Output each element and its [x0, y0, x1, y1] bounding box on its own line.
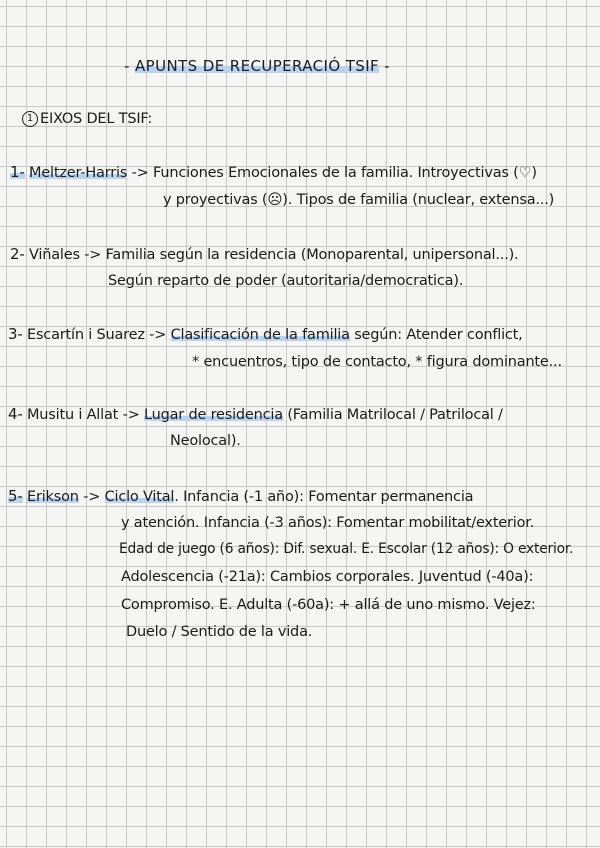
- section-heading: [22, 111, 152, 127]
- arrow: ->: [122, 407, 140, 423]
- item-topic: Lugar de residencia: [143, 407, 283, 423]
- item-number: 3-: [8, 325, 23, 343]
- section-number: 1: [22, 111, 38, 127]
- item-author: Viñales: [28, 247, 80, 263]
- item-5-line-6: [126, 624, 312, 640]
- item-number: 2-: [10, 245, 25, 263]
- item-line1-rest: . Infancia (-1 año): Fomentar permanencia: [174, 489, 474, 505]
- title-text: APUNTS DE RECUPERACIÓ TSIF: [135, 57, 380, 75]
- item-4-line-2: [170, 433, 241, 449]
- item-continuation: Duelo / Sentido de la vida.: [126, 624, 313, 640]
- item-author: Musitu i Allat: [26, 407, 119, 423]
- item-topic: Familia según la residencia: [105, 247, 297, 263]
- arrow: ->: [131, 165, 149, 181]
- item-line2: Neolocal).: [170, 433, 241, 449]
- item-line2: Según reparto de poder (autoritaria/democratica).: [108, 273, 464, 289]
- item-5-line-4: [121, 569, 533, 585]
- item-line2: * encuentros, tipo de contacto, * figura dominante...: [192, 354, 562, 370]
- item-line1-rest: según: Atender conflict,: [349, 327, 523, 343]
- item-line1-rest: (Familia Matrilocal / Patrilocal /: [282, 407, 503, 423]
- item-author: Meltzer-Harris: [28, 165, 128, 181]
- item-5-line-5: [121, 597, 536, 613]
- item-line1-rest: . Introyectivas (♡): [408, 165, 537, 181]
- arrow: ->: [149, 327, 167, 343]
- item-1-line-1: [10, 163, 537, 181]
- item-3-line-2: [192, 354, 562, 370]
- item-5-line-2: [121, 515, 534, 531]
- item-author: Escartín i Suarez: [26, 327, 145, 343]
- item-2-line-1: [10, 245, 518, 263]
- item-topic: Clasificación de la familia: [170, 327, 350, 343]
- item-continuation: Compromiso. E. Adulta (-60a): + allá de uno mismo. Vejez:: [121, 597, 536, 613]
- page-title: [124, 57, 390, 75]
- item-1-line-2: [163, 192, 554, 208]
- item-line1-rest: (Monoparental, unipersonal...).: [296, 247, 519, 263]
- item-continuation: Edad de juego (6 años): Dif. sexual. E. Escolar (12 años): O exterior.: [119, 541, 574, 557]
- item-continuation: Adolescencia (-21a): Cambios corporales. Juventud (-40a):: [121, 569, 534, 585]
- item-5-line-1: [8, 487, 473, 505]
- item-author: Erikson: [26, 489, 79, 505]
- title-dash-right: -: [384, 57, 391, 75]
- item-topic: Funciones Emocionales de la familia: [153, 165, 409, 181]
- item-2-line-2: [108, 273, 463, 289]
- section-label: EIXOS DEL TSIF:: [40, 111, 153, 127]
- item-continuation: y atención. Infancia (-3 años): Fomentar mobilitat/exterior.: [121, 515, 535, 531]
- item-5-line-3: [119, 541, 573, 557]
- item-number: 1-: [10, 163, 25, 181]
- arrow: ->: [84, 247, 102, 263]
- title-dash-left: -: [124, 57, 130, 75]
- item-number: 5-: [8, 487, 23, 505]
- item-topic: Ciclo Vital: [104, 489, 175, 505]
- item-line2: y proyectivas (☹). Tipos de familia (nuclear, extensa...): [163, 192, 555, 208]
- arrow: ->: [83, 489, 101, 505]
- item-4-line-1: [8, 405, 503, 423]
- item-3-line-1: [8, 325, 523, 343]
- item-number: 4-: [8, 405, 23, 423]
